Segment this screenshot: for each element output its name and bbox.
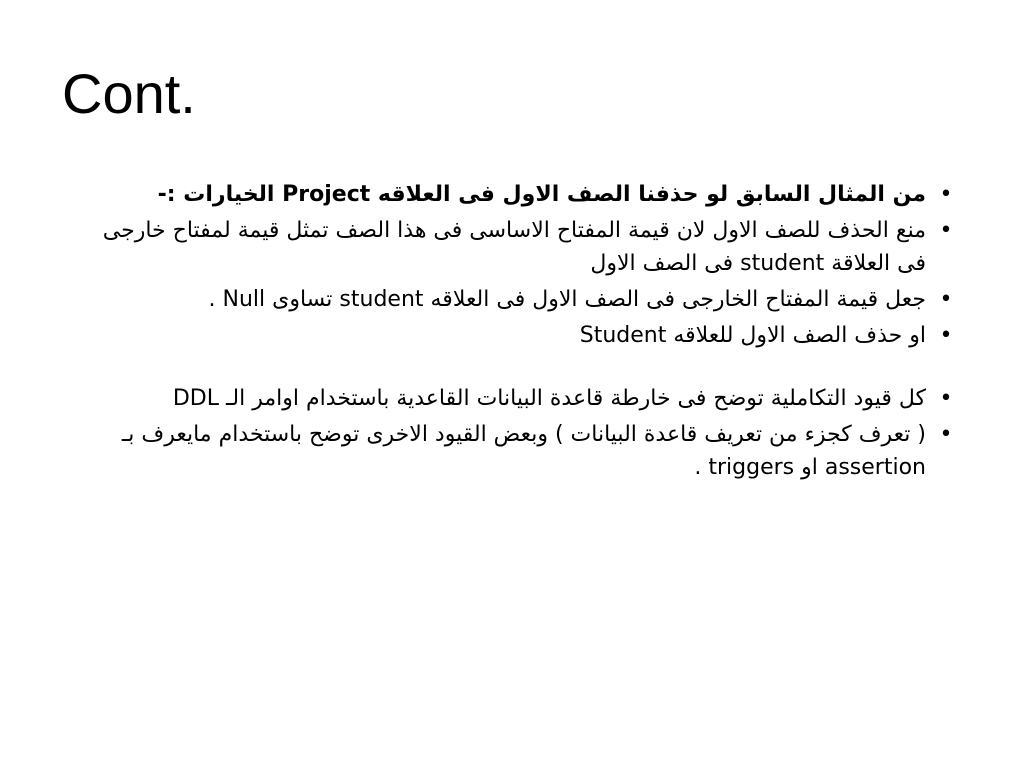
bullet-item bbox=[96, 382, 966, 415]
bullet-icon: • bbox=[939, 386, 953, 411]
bullet-item bbox=[96, 283, 966, 316]
bullet-list bbox=[96, 178, 966, 484]
bullet-item bbox=[96, 418, 966, 484]
bullet-text: منع الحذف للصف الاول لان قيمة المفتاح الاساسى فى هذا الصف تمثل قيمة لمفتاح خارجى فى العلاقة student فى الصف الاول bbox=[102, 218, 926, 276]
bullet-icon: • bbox=[939, 218, 953, 243]
bullet-icon: • bbox=[939, 287, 953, 312]
bullet-text: من المثال السابق لو حذفنا الصف الاول فى العلاقه Project الخيارات :- bbox=[157, 182, 926, 207]
bullet-icon: • bbox=[939, 182, 953, 207]
bullet-text: او حذف الصف الاول للعلاقه Student bbox=[579, 323, 926, 348]
bullet-icon: • bbox=[939, 323, 953, 348]
slide-body bbox=[96, 178, 966, 487]
bullet-item bbox=[96, 214, 966, 280]
bullet-item bbox=[96, 319, 966, 352]
bullet-item bbox=[96, 178, 966, 211]
bullet-text: ( تعرف كجزء من تعريف قاعدة البيانات ) وبعض القيود الاخرى توضح باستخدام مايعرف بـ assertion او triggers . bbox=[121, 422, 926, 480]
bullet-text: جعل قيمة المفتاح الخارجى فى الصف الاول فى العلاقه student تساوى Null . bbox=[208, 287, 926, 312]
bullet-text: كل قيود التكاملية توضح فى خارطة قاعدة البيانات القاعدية باستخدام اوامر الـ DDL bbox=[172, 386, 926, 411]
slide-title: Cont. bbox=[62, 62, 196, 125]
bullet-icon: • bbox=[939, 422, 953, 447]
